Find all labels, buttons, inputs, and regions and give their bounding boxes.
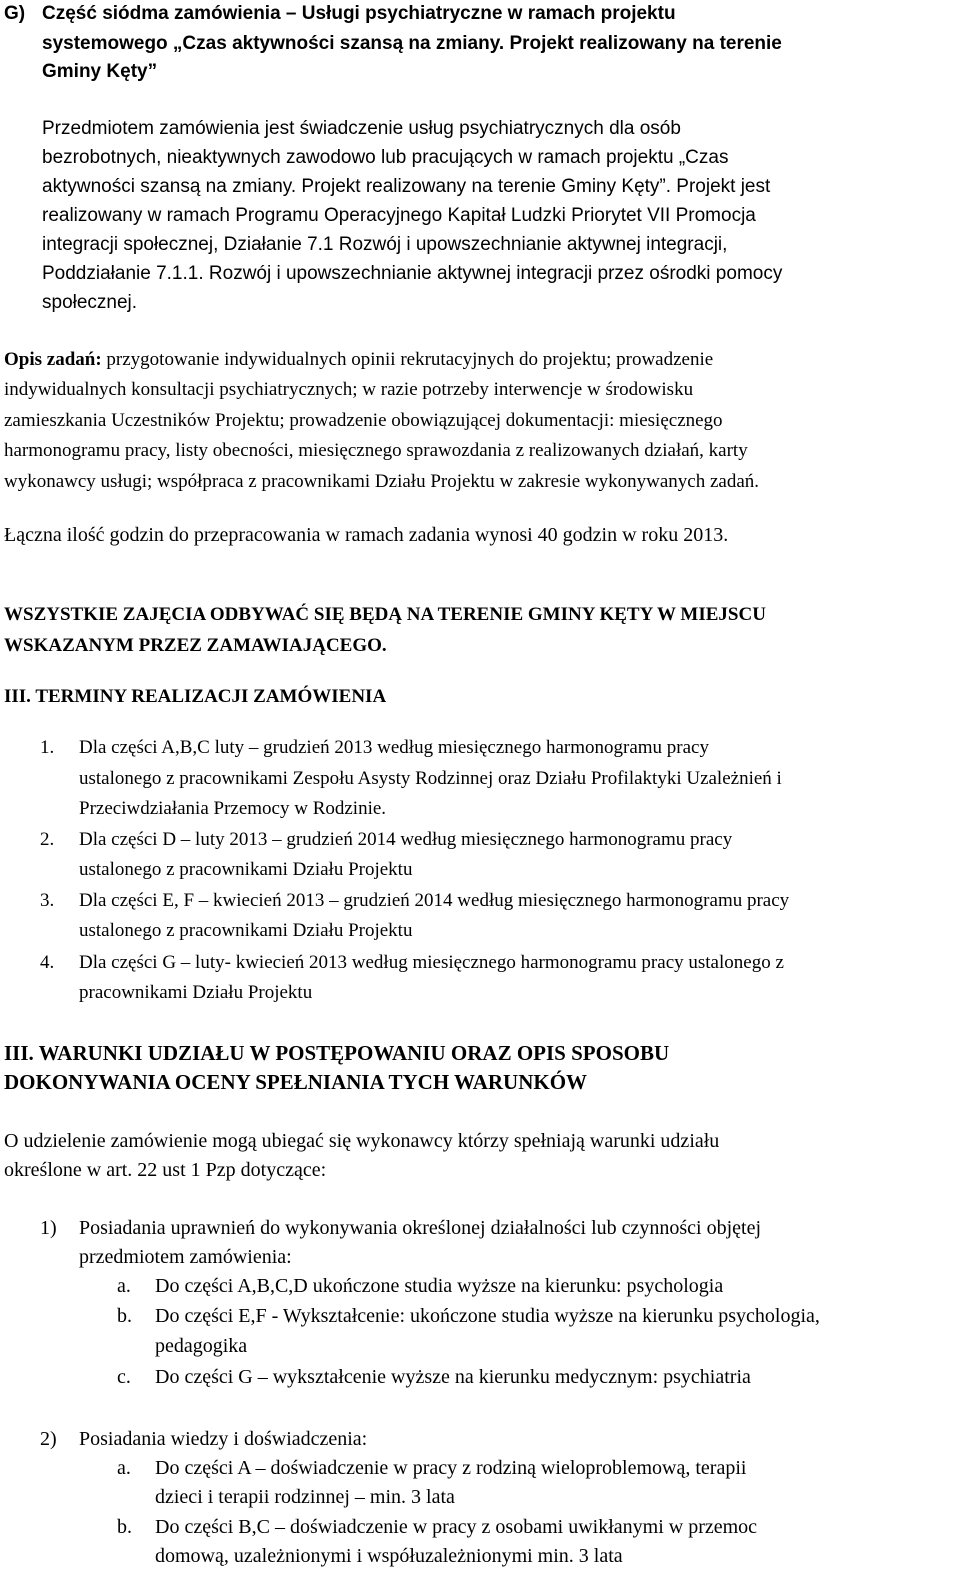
section-g-body-line-3: aktywności szansą na zmiany. Projekt realizowany na terenie Gminy Kęty”. Projekt jest: [42, 176, 771, 197]
conditions-heading-line-2: DOKONYWANIA OCENY SPEŁNIANIA TYCH WARUNKÓW: [4, 1070, 588, 1094]
terms-item-1-line-1: Dla części A,B,C luty – grudzień 2013 według miesięcznego harmonogramu pracy: [79, 737, 709, 758]
condition-2-number: 2): [40, 1428, 57, 1450]
tasks-label: Opis zadań:: [4, 349, 102, 370]
condition-1b-line-1: Do części E,F - Wykształcenie: ukończone studia wyższe na kierunku psychologia,: [155, 1305, 820, 1327]
section-g-body-line-2: bezrobotnych, nieaktywnych zawodowo lub pracujących w ramach projektu „Czas: [42, 147, 729, 168]
conditions-heading-line-1: III. WARUNKI UDZIAŁU W POSTĘPOWANIU ORAZ OPIS SPOSOBU: [4, 1041, 670, 1065]
condition-1-line-1: Posiadania uprawnień do wykonywania określonej działalności lub czynności objętej: [79, 1217, 762, 1239]
condition-2b-letter: b.: [117, 1516, 132, 1538]
section-g-body-line-5: integracji społecznej, Działanie 7.1 Rozwój i upowszechnianie aktywnej integracji,: [42, 234, 728, 255]
condition-2a-line-2: dzieci i terapii rodzinnej – min. 3 lata: [155, 1486, 455, 1508]
condition-1b-letter: b.: [117, 1305, 132, 1327]
condition-1b-line-2: pedagogika: [155, 1335, 248, 1357]
condition-2a-letter: a.: [117, 1457, 131, 1479]
notice-line-1: WSZYSTKIE ZAJĘCIA ODBYWAĆ SIĘ BĘDĄ NA TERENIE GMINY KĘTY W MIEJSCU: [4, 604, 766, 625]
condition-1a-line-1: Do części A,B,C,D ukończone studia wyższe na kierunku: psychologia: [155, 1275, 724, 1297]
terms-item-2-number: 2.: [40, 829, 55, 850]
section-g-marker: G): [4, 3, 26, 24]
conditions-intro-line-2: określone w art. 22 ust 1 Pzp dotyczące:: [4, 1159, 327, 1181]
conditions-intro-line-1: O udzielenie zamówienie mogą ubiegać się wykonawcy którzy spełniają warunki udziału: [4, 1130, 720, 1152]
section-g-heading-line-1: Część siódma zamówienia – Usługi psychiatryczne w ramach projektu: [42, 3, 676, 24]
section-g-body-line-7: społecznej.: [42, 292, 138, 313]
section-g-heading-line-3: Gminy Kęty”: [42, 61, 158, 82]
section-g-body-line-4: realizowany w ramach Programu Operacyjnego Kapitał Ludzki Priorytet VII Promocja: [42, 205, 756, 226]
tasks-line-1-text: przygotowanie indywidualnych opinii rekrutacyjnych do projektu; prowadzenie: [106, 349, 714, 370]
tasks-line-3: zamieszkania Uczestników Projektu; prowadzenie obowiązującej dokumentacji: miesięcznego: [4, 410, 723, 431]
condition-2a-line-1: Do części A – doświadczenie w pracy z rodziną wieloproblemową, terapii: [155, 1457, 747, 1479]
terms-item-2-line-1: Dla części D – luty 2013 – grudzień 2014 według miesięcznego harmonogramu pracy: [79, 829, 733, 850]
condition-2b-line-1: Do części B,C – doświadczenie w pracy z osobami uwikłanymi w przemoc: [155, 1516, 758, 1538]
terms-item-1-line-2: ustalonego z pracownikami Zespołu Asysty Rodzinnej oraz Działu Profilaktyki Uzależnień i: [79, 768, 782, 789]
condition-2-line-1: Posiadania wiedzy i doświadczenia:: [79, 1428, 368, 1450]
condition-1-number: 1): [40, 1217, 57, 1239]
section-g-body-line-6: Poddziałanie 7.1.1. Rozwój i upowszechnianie aktywnej integracji przez ośrodki pomocy: [42, 263, 783, 284]
section-g-heading-line-2: systemowego „Czas aktywności szansą na zmiany. Projekt realizowany na terenie: [42, 33, 782, 54]
terms-item-1-line-3: Przeciwdziałania Przemocy w Rodzinie.: [79, 798, 387, 819]
terms-item-3-line-1: Dla części E, F – kwiecień 2013 – grudzień 2014 według miesięcznego harmonogramu pracy: [79, 890, 790, 911]
terms-item-4-line-2: pracownikami Działu Projektu: [79, 982, 313, 1003]
terms-item-3-number: 3.: [40, 890, 55, 911]
tasks-line-5: wykonawcy usługi; współpraca z pracownikami Działu Projektu w zakresie wykonywanych zadań.: [4, 471, 760, 492]
notice-line-2: WSKAZANYM PRZEZ ZAMAWIAJĄCEGO.: [4, 635, 387, 656]
condition-1-line-2: przedmiotem zamówienia:: [79, 1246, 292, 1268]
terms-item-2-line-2: ustalonego z pracownikami Działu Projektu: [79, 859, 413, 880]
condition-1c-letter: c.: [117, 1366, 131, 1388]
terms-item-4-line-1: Dla części G – luty- kwiecień 2013 według miesięcznego harmonogramu pracy ustalonego z: [79, 952, 784, 973]
condition-1c-line-1: Do części G – wykształcenie wyższe na kierunku medycznym: psychiatria: [155, 1366, 751, 1388]
terms-item-1-number: 1.: [40, 737, 55, 758]
terms-heading: III. TERMINY REALIZACJI ZAMÓWIENIA: [4, 686, 387, 707]
terms-item-4-number: 4.: [40, 952, 55, 973]
terms-item-3-line-2: ustalonego z pracownikami Działu Projektu: [79, 920, 413, 941]
condition-1a-letter: a.: [117, 1275, 131, 1297]
tasks-line-2: indywidualnych konsultacji psychiatrycznych; w razie potrzeby interwencje w środowisku: [4, 379, 694, 400]
condition-2b-line-2: domową, uzależnionymi i współuzależnionymi min. 3 lata: [155, 1545, 623, 1567]
tasks-line-1: [4, 348, 713, 372]
hours-text: Łączna ilość godzin do przepracowania w ramach zadania wynosi 40 godzin w roku 2013.: [4, 524, 729, 546]
tasks-line-4: harmonogramu pracy, listy obecności, miesięcznego sprawozdania z realizowanych działań, karty: [4, 440, 748, 461]
section-g-body-line-1: Przedmiotem zamówienia jest świadczenie usług psychiatrycznych dla osób: [42, 118, 681, 139]
